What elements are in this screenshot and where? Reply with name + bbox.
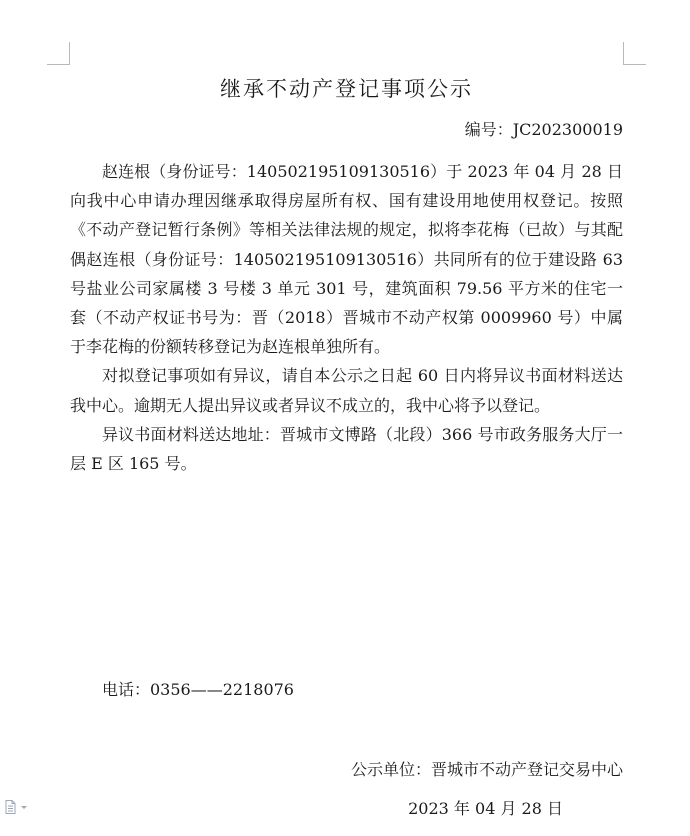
contact-phone: 电话：0356——2218076 (102, 680, 294, 699)
document-icon[interactable] (5, 799, 29, 813)
page-title: 继承不动产登记事项公示 (220, 77, 473, 101)
paragraph-objection-notice: 对拟登记事项如有异议，请自本公示之日起 60 日内将异议书面材料送达我中心。逾期无人提出异议或者异议不成立的，我中心将予以登记。 (70, 366, 623, 415)
page-corner-top-right (623, 42, 646, 65)
document-body (70, 157, 623, 478)
issuing-unit: 公示单位：晋城市不动产登记交易中心 (350, 760, 623, 779)
issue-date: 2023 年 04 月 28 日 (408, 799, 563, 818)
paragraph-application: 赵连根（身份证号：140502195109130516）于 2023 年 04 月 28 日向我中心申请办理因继承取得房屋所有权、国有建设用地使用权登记。按照《不动产登记暂行条例》等相关法律法规的规定，拟将李花梅（已故）与其配偶赵连根（身份证号：140502195109130516）共同所有的位于建设路 63 号盐业公司家属楼 3 号楼 3 单元 301 号，建筑面积 79.56 平方米的住宅一套（不动产权证书号为：晋（2018）晋城市不动产权第 0009960 号）中属于李花梅的份额转移登记为赵连根单独所有。 (70, 162, 623, 357)
document-number: 编号：JC202300019 (464, 120, 623, 139)
page-corner-top-left (47, 42, 70, 65)
paragraph-objection-address: 异议书面材料送达地址：晋城市文博路（北段）366 号市政务服务大厅一层 E 区 165 号。 (70, 424, 623, 474)
